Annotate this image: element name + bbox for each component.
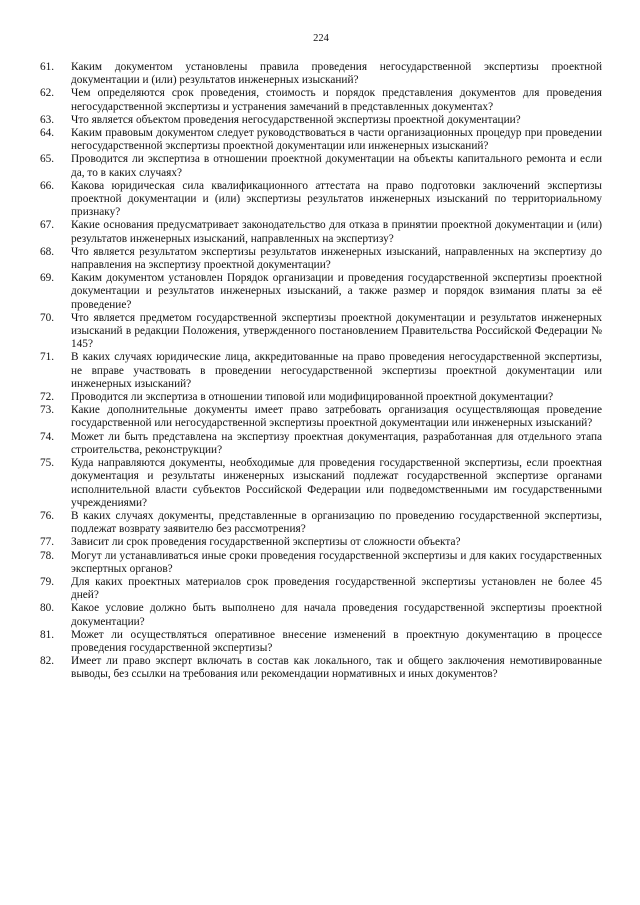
question-text: Зависит ли срок проведения государственной экспертизы от сложности объекта? [71, 536, 461, 549]
question-text: Куда направляются документы, необходимые для проведения государственной экспертизы, если проектная документация и результаты инженерных изысканий подлежат государственной экспертизе органами исполнительной власти субъектов Российской Федерации или подведомственными им государственными учреждениями? [71, 457, 602, 509]
question-number: 68. [40, 245, 55, 258]
question-text: Что является предметом государственной экспертизы проектной документации и результатов инженерных изысканий в редакции Положения, утвержденного постановлением Правительства Российской Федерации № 145? [71, 311, 602, 351]
question-text: Проводится ли экспертиза в отношении типовой или модифицированной проектной документации? [71, 391, 554, 404]
question-text: В каких случаях документы, представленные в организацию по проведению государственной экспертизы, подлежат возврату заявителю без рассмотрения? [71, 509, 602, 536]
list-item [40, 550, 602, 576]
list-item [40, 61, 602, 87]
question-number: 64. [40, 127, 55, 140]
question-text: Какова юридическая сила квалификационного аттестата на право подготовки заключений экспертизы проектной документации и (или) экспертизы результатов инженерных изысканий по территориальному признаку? [71, 179, 602, 219]
list-item [40, 246, 602, 272]
question-number: 78. [40, 549, 55, 562]
question-number: 70. [40, 311, 55, 324]
question-number: 75. [40, 457, 55, 470]
question-number: 63. [40, 113, 55, 126]
question-text: Может ли быть представлена на экспертизу проектная документация, разработанная для отдельного этапа строительства, реконструкции? [71, 430, 602, 456]
list-item [40, 312, 602, 352]
question-number: 79. [40, 575, 55, 588]
question-text: Каким правовым документом следует руководствоваться в части организационных процедур при проведении негосударственной экспертизы проектной документации или инженерных изысканий? [71, 127, 602, 153]
question-text: Каким документом установлен Порядок организации и проведения государственной экспертизы проектной документации и результатов инженерных изысканий, а также размер и порядок взимания платы за её проведение? [71, 272, 602, 311]
list-item [40, 219, 602, 245]
list-item [40, 180, 602, 220]
list-item [40, 457, 602, 510]
list-item [40, 351, 602, 391]
question-number: 72. [40, 391, 55, 404]
question-number: 74. [40, 430, 55, 443]
page-number: 224 [313, 33, 329, 44]
question-text: В каких случаях юридические лица, аккредитованные на право проведения негосударственной экспертизы, не вправе участвовать в проведении негосударственной экспертизы проектной документации или инженерных изысканий? [71, 351, 602, 390]
question-number: 65. [40, 153, 55, 166]
list-item [40, 655, 602, 681]
question-text: Каким документом установлены правила проведения негосударственной экспертизы проектной документации и (или) результатов инженерных изысканий? [71, 61, 602, 87]
question-text: Что является результатом экспертизы результатов инженерных изысканий, направленных на экспертизу до направления на экспертизу проектной документации? [71, 245, 602, 272]
question-number: 81. [40, 628, 55, 641]
question-number: 61. [40, 61, 55, 73]
question-text: Чем определяются срок проведения, стоимость и порядок представления документов для проведения негосударственной экспертизы и устранения замечаний в представленных документах? [71, 87, 602, 113]
question-number: 80. [40, 602, 55, 615]
list-item [40, 87, 602, 113]
question-text: Может ли осуществляться оперативное внесение изменений в проектную документацию в процессе проведения государственной экспертизы? [71, 628, 602, 654]
question-number: 76. [40, 509, 55, 522]
list-item [40, 576, 602, 602]
list-item [40, 153, 602, 179]
list-item [40, 431, 602, 457]
question-list [40, 61, 602, 682]
list-item [40, 391, 602, 404]
question-number: 67. [40, 219, 55, 232]
list-item [40, 629, 602, 655]
question-text: Могут ли устанавливаться иные сроки проведения государственной экспертизы и для каких государственных экспертных органов? [71, 549, 602, 575]
question-number: 73. [40, 404, 55, 417]
question-text: Имеет ли право эксперт включать в состав как локального, так и общего заключения немотивированные выводы, без ссылки на требования или рекомендации нормативных и иных документов? [71, 655, 602, 681]
question-text: Какое условие должно быть выполнено для начала проведения государственной экспертизы проектной документации? [71, 602, 602, 628]
list-item [40, 510, 602, 536]
list-item [40, 404, 602, 430]
list-item [40, 127, 602, 153]
question-number: 77. [40, 536, 55, 549]
question-text: Проводится ли экспертиза в отношении проектной документации на объекты капитального ремонта и если да, то в каких случаях? [71, 153, 602, 179]
question-text: Для каких проектных материалов срок проведения государственной экспертизы установлен не более 45 дней? [71, 575, 602, 602]
question-text: Что является объектом проведения негосударственной экспертизы проектной документации? [71, 113, 521, 126]
question-number: 71. [40, 351, 55, 364]
list-item [40, 114, 602, 127]
list-item [40, 536, 602, 549]
question-number: 69. [40, 272, 55, 285]
question-text: Какие дополнительные документы имеет право затребовать организация осуществляющая проведение государственной или негосударственной экспертизы проектной документации или инженерных изысканий? [71, 404, 602, 430]
question-number: 66. [40, 179, 55, 192]
question-number: 62. [40, 87, 55, 100]
question-text: Какие основания предусматривает законодательство для отказа в принятии проектной документации и (или) результатов инженерных изысканий, направленных на экспертизу? [71, 219, 602, 245]
list-item [40, 272, 602, 312]
question-number: 82. [40, 655, 55, 668]
list-item [40, 602, 602, 628]
